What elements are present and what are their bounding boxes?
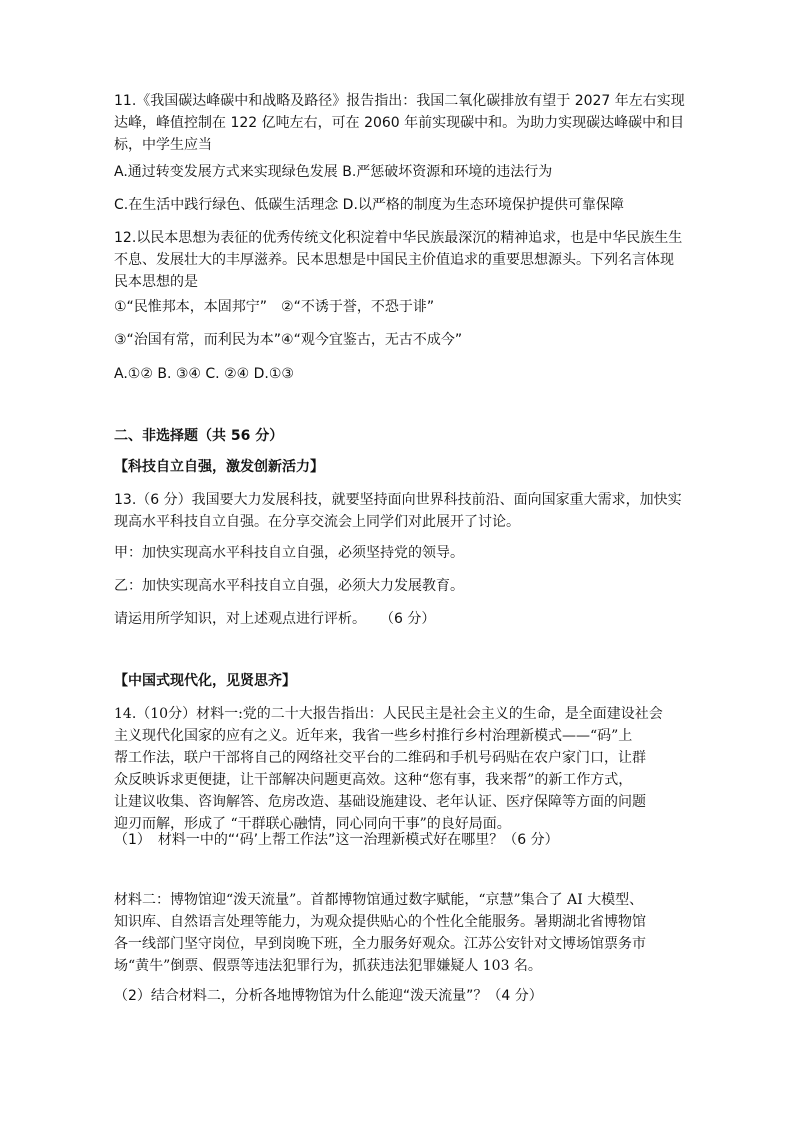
material-line: 让建议收集、咨询解答、危房改造、基础设施建设、老年认证、医疗保障等方面的问题 [114, 794, 646, 810]
sub-question-1: （1） 材料一中的“‘码’上帮工作法”这一治理新模式好在哪里？（6 分） [114, 832, 559, 848]
section-title: 二、非选择题（共 56 分） [114, 428, 284, 444]
material-line: 场“黄牛”倒票、假票等违法犯罪行为，抓获违法犯罪嫌疑人 103 名。 [114, 958, 542, 974]
material-line: 主义现代化国家的应有之义。近年来，我省一些乡村推行乡村治理新模式——“码”上 [114, 728, 633, 744]
options-a-b: A.通过转变发展方式来实现绿色发展 B.严惩破坏资源和环境的违法行为 [114, 164, 553, 180]
question-13 [114, 489, 686, 533]
question-13-view-a [114, 542, 686, 564]
material-line: 迎刃而解，形成了 “干群联心融情，同心同向干事”的良好局面。 [114, 816, 511, 832]
choices: A.①② B. ③④ C. ②④ D.①③ [114, 366, 294, 382]
items-1-2: ①“民惟邦本，本固邦宁” ②“不诱于誉，不恐于诽” [114, 299, 435, 315]
view-a: 甲：加快实现高水平科技自立自强，必须坚持党的领导。 [114, 545, 464, 561]
question-13-view-b [114, 575, 686, 597]
material-line: 帮工作法，联户干部将自己的网络社交平台的二维码和手机号码贴在农户家门口，让群 [114, 750, 646, 766]
material-1 [114, 703, 686, 835]
question-13-task [114, 608, 686, 630]
material-line: 各一线部门坚守岗位，早到岗晚下班，全力服务好观众。江苏公安针对文博场馆票务市 [114, 936, 646, 952]
topic-title: 【科技自立自强，激发创新活力】 [114, 459, 324, 475]
topic-title: 【中国式现代化，见贤思齐】 [114, 673, 296, 689]
question-11-options-cd [114, 194, 686, 216]
items-3-4: ③“治国有常，而利民为本”④“观今宜鉴古，无古不成今” [114, 332, 463, 348]
task: 请运用所学知识，对上述观点进行评析。 （6 分） [114, 611, 436, 627]
material-line: 知识库、自然语言处理等能力，为观众提供贴心的个性化全能服务。暑期湖北省博物馆 [114, 914, 646, 930]
material-2 [114, 889, 686, 977]
question-14-sub-1 [114, 829, 686, 851]
question-14-sub-2 [114, 985, 686, 1007]
question-11-options-ab [114, 161, 686, 183]
question-12-items-3-4 [114, 329, 686, 351]
section-2-title [114, 425, 686, 447]
question-12-items-1-2 [114, 296, 686, 318]
question-11-stem: 11.《我国碳达峰碳中和战略及路径》报告指出：我国二氧化碳排放有望于 2027 年左右实现达峰，峰值控制在 122 亿吨左右，可在 2060 年前实现碳中和。为助力实现碳达峰碳中和目标，中学生应当 [114, 93, 685, 153]
question-14-material-2 [114, 889, 686, 977]
question-11 [114, 90, 686, 156]
question-12 [114, 227, 686, 293]
topic-1-heading [114, 456, 686, 478]
material-line: 众反映诉求更便捷，让干部解决问题更高效。这种“您有事，我来帮”的新工作方式， [114, 772, 633, 788]
view-b: 乙：加快实现高水平科技自立自强，必须大力发展教育。 [114, 578, 464, 594]
question-13-stem: 13.（6 分）我国要大力发展科技，就要坚持面向世界科技前沿、面向国家重大需求，加快实现高水平科技自立自强。在分享交流会上同学们对此展开了讨论。 [114, 492, 682, 530]
material-line: 材料二：博物馆迎“泼天流量”。首都博物馆通过数字赋能，“京慧”集合了 AI 大模型、 [114, 892, 644, 908]
material-line: 14.（10分）材料一:党的二十大报告指出：人民民主是社会主义的生命，是全面建设社会 [114, 706, 663, 722]
options-c-d: C.在生活中践行绿色、低碳生活理念 D.以严格的制度为生态环境保护提供可靠保障 [114, 197, 624, 213]
question-12-choices [114, 363, 686, 385]
question-14-material-1 [114, 703, 686, 835]
question-12-stem: 12.以民本思想为表征的优秀传统文化积淀着中华民族最深沉的精神追求，也是中华民族生生不息、发展壮大的丰厚滋养。民本思想是中国民主价值追求的重要思想源头。下列名言体现民本思想的是 [114, 230, 683, 290]
topic-2-heading [114, 670, 686, 692]
sub-question-2: （2）结合材料二，分析各地博物馆为什么能迎“泼天流量”？（4 分） [114, 988, 543, 1004]
